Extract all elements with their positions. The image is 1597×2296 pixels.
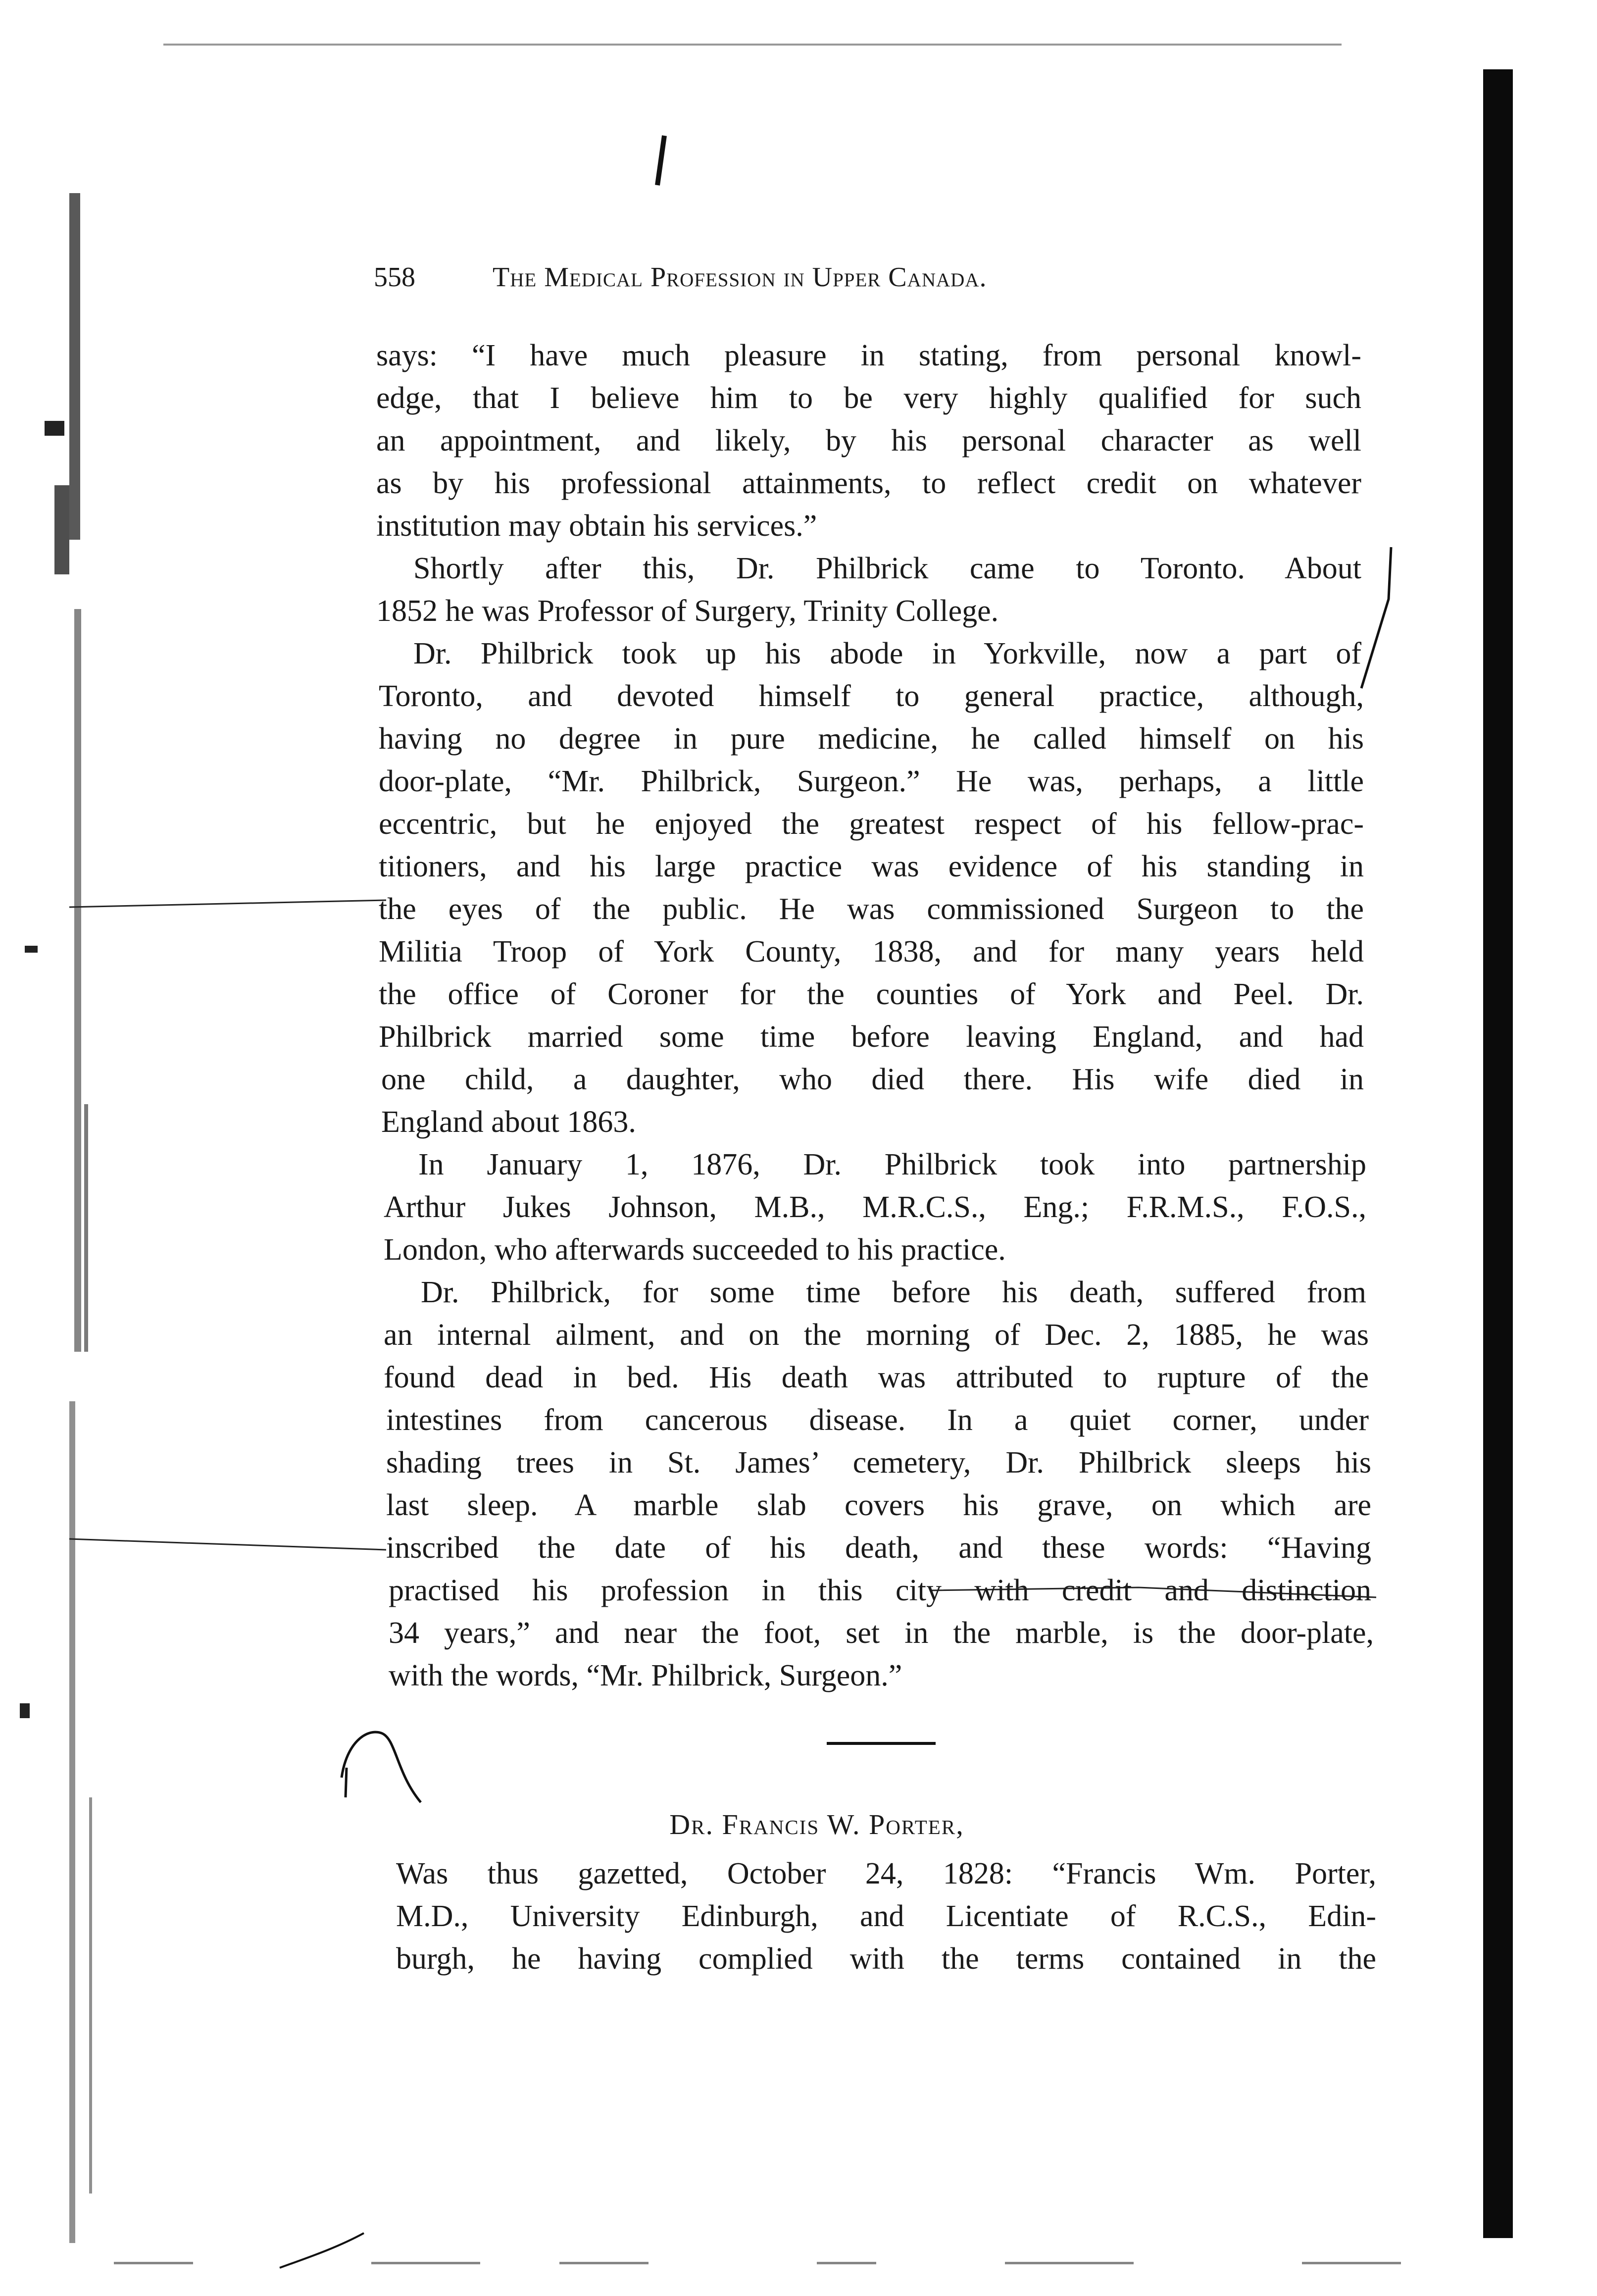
text-line: Dr. Philbrick, for some time before his death, suffered from bbox=[421, 1276, 1366, 1309]
section-heading: Dr. Francis W. Porter, bbox=[669, 1808, 964, 1840]
text-line: 1852 he was Professor of Surgery, Trinity College. bbox=[376, 594, 999, 628]
margin-pencil-scribble bbox=[337, 1723, 436, 1812]
text-line: intestines from cancerous disease. In a quiet corner, under bbox=[386, 1403, 1369, 1437]
margin-pencil-line bbox=[69, 1535, 386, 1555]
scan-left-gutter-noise bbox=[15, 163, 99, 2283]
running-head bbox=[374, 257, 1225, 297]
text-line: Was thus gazetted, October 24, 1828: “Francis Wm. Porter, bbox=[396, 1857, 1376, 1890]
text-line: with the words, “Mr. Philbrick, Surgeon.” bbox=[389, 1659, 902, 1692]
text-line: found dead in bed. His death was attributed to rupture of the bbox=[384, 1361, 1369, 1394]
section-divider bbox=[827, 1742, 936, 1745]
running-title: The Medical Profession in Upper Canada. bbox=[493, 262, 987, 293]
text-line: as by his professional attainments, to reflect credit on whatever bbox=[376, 466, 1361, 500]
text-line: Shortly after this, Dr. Philbrick came to Toronto. About bbox=[413, 552, 1361, 585]
margin-pencil-bracket bbox=[1356, 545, 1401, 693]
text-line: M.D., University Edinburgh, and Licentiate of R.C.S., Edin- bbox=[396, 1899, 1376, 1933]
text-line: door-plate, “Mr. Philbrick, Surgeon.” He was, perhaps, a little bbox=[379, 765, 1364, 798]
text-line: the eyes of the public. He was commissioned Surgeon to the bbox=[379, 892, 1364, 926]
text-line: institution may obtain his services.” bbox=[376, 509, 817, 543]
stray-pen-mark bbox=[653, 134, 668, 188]
text-line: Philbrick married some time before leaving England, and had bbox=[379, 1020, 1364, 1054]
text-line: titioners, and his large practice was evidence of his standing in bbox=[379, 850, 1364, 883]
text-line: Dr. Philbrick took up his abode in Yorkville, now a part of bbox=[413, 637, 1361, 670]
text-line: edge, that I believe him to be very highly qualified for such bbox=[376, 381, 1361, 415]
scan-top-edge bbox=[163, 44, 1342, 46]
text-line: having no degree in pure medicine, he called himself on his bbox=[379, 722, 1364, 756]
text-line: last sleep. A marble slab covers his grave, on which are bbox=[386, 1488, 1371, 1522]
text-line: says: “I have much pleasure in stating, from personal knowl- bbox=[376, 339, 1361, 372]
text-line: England about 1863. bbox=[381, 1105, 636, 1139]
text-line: Toronto, and devoted himself to general practice, although, bbox=[379, 679, 1364, 713]
text-line: an internal ailment, and on the morning of Dec. 2, 1885, he was bbox=[384, 1318, 1369, 1352]
text-line: Militia Troop of York County, 1838, and for many years held bbox=[379, 935, 1364, 969]
scan-right-binding-shadow bbox=[1483, 69, 1513, 2238]
text-line: inscribed the date of his death, and these words: “Having bbox=[386, 1531, 1371, 1565]
text-line: practised his profession in this city with credit and distinction bbox=[389, 1574, 1371, 1607]
margin-pencil-line bbox=[69, 896, 386, 911]
bottom-pencil-mark bbox=[277, 2228, 366, 2273]
page-number: 558 bbox=[374, 262, 415, 293]
text-line: London, who afterwards succeeded to his practice. bbox=[384, 1233, 1006, 1267]
text-line: eccentric, but he enjoyed the greatest respect of his fellow-prac- bbox=[379, 807, 1364, 841]
text-line: Arthur Jukes Johnson, M.B., M.R.C.S., Eng.; F.R.M.S., F.O.S., bbox=[384, 1190, 1366, 1224]
text-line: shading trees in St. James’ cemetery, Dr. Philbrick sleeps his bbox=[386, 1446, 1371, 1480]
text-line: the office of Coroner for the counties of York and Peel. Dr. bbox=[379, 977, 1364, 1011]
text-line: an appointment, and likely, by his personal character as well bbox=[376, 424, 1361, 458]
text-line: burgh, he having complied with the terms contained in the bbox=[396, 1942, 1376, 1976]
text-line: one child, a daughter, who died there. His wife died in bbox=[381, 1063, 1364, 1096]
text-line: In January 1, 1876, Dr. Philbrick took into partnership bbox=[418, 1148, 1366, 1181]
text-line: 34 years,” and near the foot, set in the marble, is the door-plate, bbox=[389, 1616, 1374, 1650]
